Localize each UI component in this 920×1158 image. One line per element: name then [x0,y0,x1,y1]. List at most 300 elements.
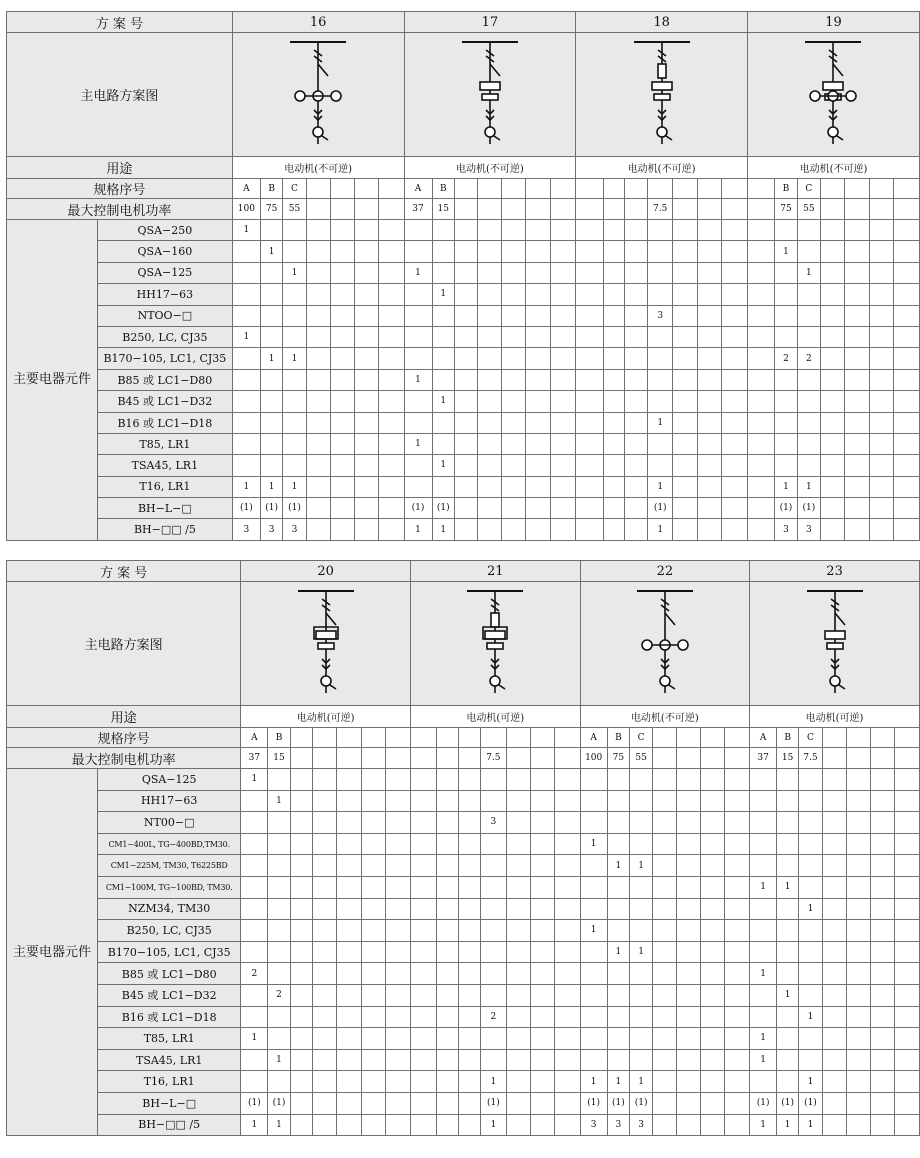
component-name: CM1−400L, TG−400BD,TM30. [98,833,241,855]
component-qty [725,1071,750,1093]
component-qty [361,1049,385,1071]
component-qty [894,984,919,1006]
component-qty [306,348,330,369]
component-qty [846,876,870,898]
component-qty [673,241,698,262]
component-qty [580,855,607,877]
component-qty [526,455,550,476]
component-row [7,876,920,898]
component-qty [846,769,870,791]
component-qty [747,305,774,326]
component-qty [437,833,459,855]
component-qty [526,391,550,412]
component-qty [268,855,290,877]
component-qty [526,433,550,454]
component-qty [385,1071,410,1093]
component-qty [603,455,625,476]
circuit-diagram-cell [241,582,411,706]
component-qty [530,963,554,985]
component-qty [481,769,506,791]
component-qty [481,984,506,1006]
component-qty [313,876,337,898]
component-qty [894,1028,919,1050]
component-qty: 1 [232,220,260,241]
component-qty [607,898,629,920]
component-qty [260,262,282,283]
component-qty [894,1071,919,1093]
spec-cell [330,179,354,199]
component-name: B16 或 LC1−D18 [98,1006,241,1028]
component-qty [330,455,354,476]
component-qty [477,262,501,283]
component-qty [777,855,799,877]
power-cell [355,199,379,220]
power-cell: 100 [232,199,260,220]
component-qty: 1 [260,241,282,262]
component-qty [361,876,385,898]
component-qty [385,855,410,877]
component-qty [330,498,354,519]
component-qty [821,326,845,347]
component-qty [410,790,436,812]
component-qty [501,391,525,412]
component-qty [437,769,459,791]
component-qty [822,833,846,855]
component-qty: 3 [797,519,820,540]
component-qty [355,305,379,326]
component-qty [481,920,506,942]
power-cell [747,199,774,220]
spec-cell: A [404,179,432,199]
component-qty [603,348,625,369]
power-cell [501,199,525,220]
component-qty [607,963,629,985]
component-qty [673,391,698,412]
component-qty [241,920,268,942]
component-qty [797,369,820,390]
component-qty [822,812,846,834]
component-qty [555,769,580,791]
spec-cell [454,179,477,199]
component-qty [747,241,774,262]
scheme-number: 18 [576,12,748,33]
component-qty [576,262,603,283]
component-qty [777,1028,799,1050]
spec-cell: C [797,179,820,199]
component-qty [846,941,870,963]
component-row [7,812,920,834]
component-qty [821,412,845,433]
component-qty [799,790,822,812]
component-qty [313,833,337,855]
power-cell: 15 [268,748,290,769]
component-qty [576,498,603,519]
component-qty [673,519,698,540]
component-qty [550,241,575,262]
component-qty [385,941,410,963]
component-qty [437,1049,459,1071]
component-qty [355,284,379,305]
component-qty: (1) [241,1092,268,1114]
component-qty [481,855,506,877]
component-group-label: 主要电器元件 [7,220,98,541]
component-qty [777,963,799,985]
component-qty [677,1071,701,1093]
component-qty [607,1006,629,1028]
circuit-diagram [595,585,735,703]
component-qty [677,769,701,791]
component-qty [821,220,845,241]
component-qty: 1 [404,519,432,540]
component-qty: 1 [630,855,653,877]
component-qty [404,348,432,369]
component-qty [673,262,698,283]
component-qty [530,1049,554,1071]
component-qty [385,769,410,791]
component-qty [410,876,436,898]
power-cell [673,199,698,220]
component-qty [355,476,379,497]
component-qty [454,305,477,326]
component-qty [722,284,748,305]
spec-cell: B [775,179,797,199]
component-qty [361,1114,385,1136]
component-qty [576,476,603,497]
component-qty [404,305,432,326]
component-qty [555,812,580,834]
component-qty [458,984,481,1006]
component-name: BH−L−□ [98,1092,241,1114]
component-qty [268,769,290,791]
component-qty [677,876,701,898]
component-qty [530,1071,554,1093]
component-qty [550,220,575,241]
component-qty [630,898,653,920]
component-qty [361,984,385,1006]
component-qty [555,984,580,1006]
component-qty [454,326,477,347]
component-qty [283,455,306,476]
component-qty [410,984,436,1006]
spec-cell [290,728,312,748]
component-qty [361,1092,385,1114]
component-qty: 3 [232,519,260,540]
component-qty [481,833,506,855]
component-qty [894,833,919,855]
component-qty [385,790,410,812]
component-qty [845,305,869,326]
component-qty: 3 [580,1114,607,1136]
component-qty [797,433,820,454]
component-qty [677,898,701,920]
component-qty: 1 [799,1071,822,1093]
component-qty [313,769,337,791]
component-qty: 1 [260,348,282,369]
component-qty: (1) [432,498,454,519]
component-qty: 1 [268,1114,290,1136]
component-qty [576,519,603,540]
power-cell: 37 [241,748,268,769]
component-qty [580,941,607,963]
component-qty [722,498,748,519]
component-qty [379,348,404,369]
component-qty [437,812,459,834]
component-qty [869,305,893,326]
component-qty [869,476,893,497]
component-qty [630,876,653,898]
component-qty: 1 [799,1006,822,1028]
component-qty [846,855,870,877]
spec-cell [437,728,459,748]
component-qty [458,1071,481,1093]
component-qty [437,1071,459,1093]
component-qty [750,769,777,791]
component-qty [821,455,845,476]
component-qty [555,1092,580,1114]
component-qty [337,920,361,942]
component-qty [290,1114,312,1136]
component-qty: 1 [799,898,822,920]
circuit-diagram-cell [580,582,750,706]
power-cell: 55 [797,199,820,220]
component-qty [747,326,774,347]
component-qty [775,220,797,241]
component-row [7,963,920,985]
main-circuit-label: 主电路方案图 [7,33,233,157]
component-qty [404,476,432,497]
component-qty [797,326,820,347]
component-qty [432,412,454,433]
power-cell: 37 [750,748,777,769]
component-qty [894,876,919,898]
component-qty [697,455,722,476]
component-qty [355,369,379,390]
component-qty [648,433,673,454]
component-qty [355,348,379,369]
usage-cell: 电动机(不可逆) [580,706,750,728]
component-qty [506,769,530,791]
component-qty [385,963,410,985]
component-qty [697,412,722,433]
component-qty [361,855,385,877]
spec-cell [894,179,920,199]
component-qty [799,984,822,1006]
component-qty [653,1028,677,1050]
component-qty [530,1114,554,1136]
power-cell [846,748,870,769]
component-qty [432,326,454,347]
component-row [7,941,920,963]
component-qty [458,876,481,898]
component-qty [501,305,525,326]
component-name: QSA−160 [98,241,233,262]
component-qty [870,1028,894,1050]
power-cell: 7.5 [648,199,673,220]
component-qty [526,241,550,262]
spec-cell [576,179,603,199]
component-qty [697,305,722,326]
component-qty [437,790,459,812]
component-qty [410,898,436,920]
component-qty: 2 [775,348,797,369]
component-qty [799,1028,822,1050]
component-qty [306,305,330,326]
component-qty [330,220,354,241]
power-cell [290,748,312,769]
component-qty [454,519,477,540]
component-name: TSA45, LR1 [98,455,233,476]
component-qty [822,1049,846,1071]
component-qty [576,220,603,241]
component-qty [870,790,894,812]
component-qty [337,1006,361,1028]
power-cell [337,748,361,769]
component-qty: 1 [775,476,797,497]
component-qty [576,348,603,369]
component-qty [260,391,282,412]
component-qty [603,433,625,454]
component-qty [725,769,750,791]
component-qty [432,305,454,326]
component-row [7,433,920,454]
component-qty: 1 [268,1049,290,1071]
component-qty [330,241,354,262]
component-qty [437,876,459,898]
component-qty [337,1071,361,1093]
component-qty [846,812,870,834]
component-qty [477,305,501,326]
component-qty [379,498,404,519]
component-qty [725,812,750,834]
component-qty [506,963,530,985]
component-qty [530,984,554,1006]
component-qty [550,326,575,347]
spec-cell: C [799,728,822,748]
component-qty [870,1006,894,1028]
component-qty [385,833,410,855]
component-qty [607,812,629,834]
component-qty: 1 [607,855,629,877]
component-qty [337,876,361,898]
component-qty: 1 [799,1114,822,1136]
component-qty [477,433,501,454]
component-qty [501,284,525,305]
component-qty [750,1006,777,1028]
power-cell [555,748,580,769]
component-qty [701,812,725,834]
component-qty [458,898,481,920]
scheme-number-label: 方 案 号 [7,12,233,33]
power-cell [625,199,648,220]
component-qty [283,305,306,326]
component-qty [260,220,282,241]
component-qty [555,920,580,942]
component-qty [747,433,774,454]
component-qty [306,476,330,497]
component-qty [846,833,870,855]
component-qty [385,1006,410,1028]
component-row [7,455,920,476]
component-qty [232,433,260,454]
circuit-diagram-cell [232,33,404,157]
component-qty: 2 [481,1006,506,1028]
component-row [7,262,920,283]
component-qty [283,369,306,390]
component-qty [701,855,725,877]
component-qty [432,433,454,454]
component-qty [526,369,550,390]
component-qty [290,790,312,812]
component-row [7,498,920,519]
component-qty [846,1071,870,1093]
component-qty [313,898,337,920]
component-qty [437,920,459,942]
component-qty [290,1092,312,1114]
component-qty [330,262,354,283]
component-qty [822,769,846,791]
component-qty [477,412,501,433]
component-qty [747,220,774,241]
spec-cell [355,179,379,199]
component-qty [530,769,554,791]
usage-label: 用途 [7,706,241,728]
scheme-number-label: 方 案 号 [7,561,241,582]
component-qty [313,984,337,1006]
component-qty [653,1006,677,1028]
component-qty [501,220,525,241]
component-qty [501,369,525,390]
component-qty [385,876,410,898]
component-qty [379,326,404,347]
spec-cell: B [260,179,282,199]
component-qty [822,1006,846,1028]
component-qty [290,833,312,855]
component-qty [822,941,846,963]
component-qty [822,920,846,942]
component-qty [526,326,550,347]
component-row [7,241,920,262]
component-qty [701,1006,725,1028]
component-qty [410,812,436,834]
component-qty [750,1071,777,1093]
component-qty [697,326,722,347]
usage-cell: 电动机(不可逆) [576,157,748,179]
component-qty [870,1114,894,1136]
component-row [7,476,920,497]
component-qty [530,1028,554,1050]
power-cell [701,748,725,769]
component-qty [506,984,530,1006]
component-qty [797,220,820,241]
component-qty [432,476,454,497]
component-qty [797,412,820,433]
component-qty [550,262,575,283]
component-row [7,1006,920,1028]
component-qty [361,1071,385,1093]
spec-cell [869,179,893,199]
spec-cell [458,728,481,748]
component-qty [607,1028,629,1050]
component-qty [701,920,725,942]
spec-cell: A [580,728,607,748]
component-qty [506,812,530,834]
component-qty [673,326,698,347]
component-qty [775,305,797,326]
component-qty [673,369,698,390]
power-cell [330,199,354,220]
component-qty [283,391,306,412]
component-qty [822,963,846,985]
